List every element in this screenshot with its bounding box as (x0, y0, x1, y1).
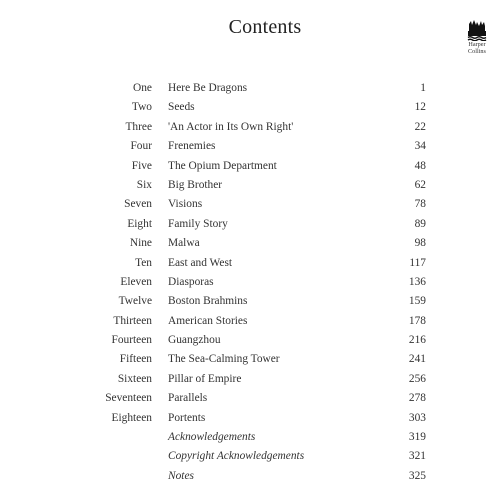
chapter-number: Nine (129, 237, 152, 250)
toc-entry (0, 447, 500, 466)
toc-entry (0, 273, 500, 292)
toc-entry (0, 350, 500, 369)
chapter-title: 'An Actor in Its Own Right' (168, 120, 294, 133)
chapter-title: Frenemies (168, 140, 216, 153)
chapter-number: Eleven (120, 275, 152, 288)
chapter-title: Boston Brahmins (168, 295, 248, 308)
toc-entry (0, 467, 500, 486)
page-number: 78 (414, 198, 426, 211)
toc-entry (0, 98, 500, 117)
publisher-logo-text (464, 42, 490, 55)
chapter-number: Four (130, 140, 152, 153)
toc-entry (0, 331, 500, 350)
table-of-contents (0, 79, 500, 486)
toc-entry (0, 292, 500, 311)
chapter-number: Six (136, 178, 152, 191)
logo-line-2: Collins (468, 47, 486, 55)
toc-entry (0, 118, 500, 137)
toc-entry (0, 157, 500, 176)
toc-entry (0, 389, 500, 408)
page-number: 1 (420, 82, 426, 94)
chapter-number: Fifteen (119, 353, 152, 366)
page-number: 117 (409, 256, 426, 269)
page-number: 256 (408, 372, 426, 385)
chapter-number: Three (125, 120, 152, 133)
chapter-title: Here Be Dragons (168, 82, 248, 94)
chapter-title: Guangzhou (168, 334, 221, 347)
toc-entry (0, 254, 500, 273)
page-number: 34 (414, 140, 426, 153)
page-number: 303 (408, 411, 426, 424)
page-number: 136 (408, 275, 426, 288)
toc-entry (0, 137, 500, 156)
chapter-title: Malwa (168, 237, 200, 250)
chapter-number: Two (131, 101, 152, 114)
chapter-number: Seventeen (105, 392, 152, 405)
toc-entry (0, 195, 500, 214)
page-number: 319 (408, 431, 426, 444)
chapter-number: Five (131, 159, 152, 172)
toc-entry (0, 370, 500, 389)
publisher-logo (464, 19, 490, 59)
chapter-title: Diasporas (168, 275, 214, 288)
chapter-title: Family Story (168, 217, 228, 230)
toc-entry (0, 234, 500, 253)
toc-entry (0, 176, 500, 195)
chapter-number: Eighteen (111, 411, 152, 424)
page-number: 321 (408, 450, 426, 463)
toc-entry (0, 215, 500, 234)
chapter-title: Seeds (168, 101, 195, 114)
chapter-title: American Stories (168, 314, 248, 327)
chapter-title: The Opium Department (168, 159, 277, 172)
chapter-title: East and West (168, 256, 233, 269)
chapter-number: Twelve (118, 295, 152, 308)
chapter-title: Copyright Acknowledgements (168, 450, 305, 463)
toc-entry (0, 312, 500, 331)
chapter-number: Seven (124, 198, 152, 211)
chapter-number: Ten (135, 256, 152, 269)
chapter-title: Visions (168, 198, 203, 211)
chapter-number: Eight (127, 217, 152, 230)
page-number: 98 (414, 237, 426, 250)
toc-entry (0, 79, 500, 98)
page-number: 12 (414, 101, 426, 114)
page-number: 159 (408, 295, 426, 308)
chapter-title: Portents (168, 411, 206, 424)
chapter-title: Notes (168, 469, 194, 482)
chapter-title: The Sea-Calming Tower (168, 353, 280, 366)
chapter-number: Thirteen (113, 314, 152, 327)
chapter-title: Parallels (168, 392, 208, 405)
page-number: 178 (408, 314, 426, 327)
chapter-number: One (133, 82, 152, 94)
chapter-title: Acknowledgements (168, 431, 256, 444)
page-number: 241 (408, 353, 426, 366)
chapter-number: Fourteen (111, 334, 152, 347)
toc-entry (0, 409, 500, 428)
page-number: 278 (408, 392, 426, 405)
page-number: 89 (414, 217, 426, 230)
logo-line-1: Harper (468, 41, 486, 48)
page-title: Contents (228, 16, 302, 38)
page-number: 325 (408, 469, 426, 482)
page-number: 216 (408, 334, 426, 347)
toc-entry (0, 428, 500, 447)
chapter-number: Sixteen (117, 372, 152, 385)
page-number: 22 (414, 120, 426, 133)
chapter-title: Big Brother (168, 178, 223, 191)
page-number: 48 (414, 159, 426, 172)
page-number: 62 (414, 178, 426, 191)
fire-and-water-icon (466, 19, 488, 41)
chapter-title: Pillar of Empire (168, 372, 242, 385)
